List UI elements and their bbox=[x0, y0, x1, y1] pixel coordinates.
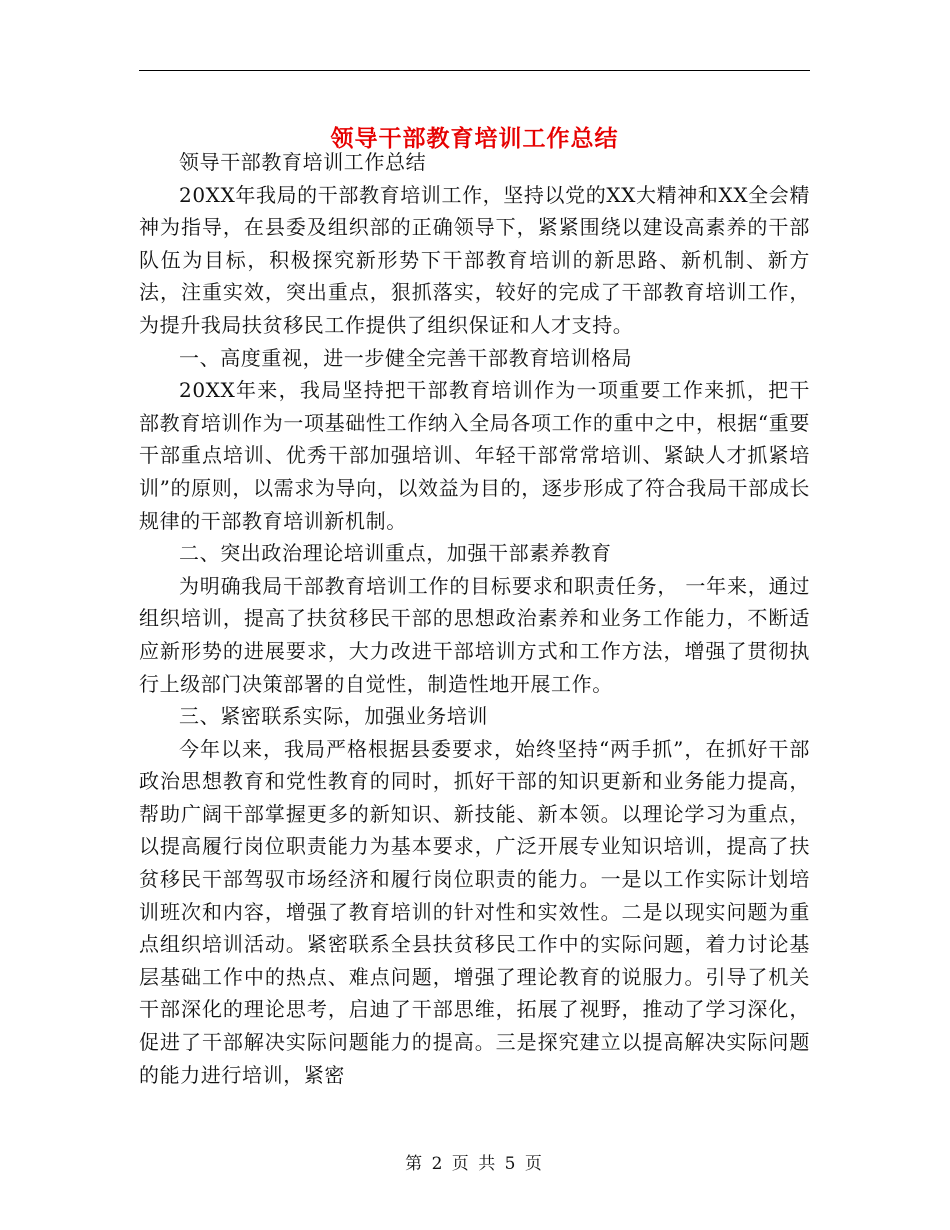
intro-paragraph: 20XX年我局的干部教育培训工作，坚持以党的XX大精神和XX全会精神为指导，在县委及组织部的正确领导下，紧紧围绕以建设高素养的干部队伍为目标，积极探究新形势下干部教育培训的新思路、新机制、新方法，注重实效，突出重点，狠抓落实，较好的完成了干部教育培训工作，为提升我局扶贫移民工作提供了组织保证和人才支持。 bbox=[139, 182, 810, 337]
header-rule bbox=[139, 70, 810, 71]
section-1-paragraph: 20XX年来，我局坚持把干部教育培训作为一项重要工作来抓，把干部教育培训作为一项基础性工作纳入全局各项工作的重中之中，根据“重要干部重点培训、优秀干部加强培训、年轻干部常常培训、紧缺人才抓紧培训”的原则，以需求为导向，以效益为目的，逐步形成了符合我局干部成长规律的干部教育培训新机制。 bbox=[139, 378, 810, 533]
section-heading-2: 二、突出政治理论培训重点，加强干部素养教育 bbox=[179, 541, 612, 566]
document-body bbox=[139, 146, 810, 1091]
section-heading-1: 一、高度重视，进一步健全完善干部教育培训格局 bbox=[179, 345, 633, 370]
section-2-paragraph: 为明确我局干部教育培训工作的目标要求和职责任务， 一年来，通过组织培训，提高了扶贫移民干部的思想政治素养和业务工作能力，不断适应新形势的进展要求，大力改进干部培训方式和工作方法，增强了贯彻执行上级部门决策部署的自觉性，制造性地开展工作。 bbox=[139, 573, 810, 696]
subtitle-paragraph: 领导干部教育培训工作总结 bbox=[179, 150, 427, 174]
page-number-footer: 第 2 页 共 5 页 bbox=[405, 1154, 544, 1174]
section-3-paragraph: 今年以来，我局严格根据县委要求，始终坚持“两手抓”，在抓好干部政治思想教育和党性教育的同时，抓好干部的知识更新和业务能力提高，帮助广阔干部掌握更多的新知识、新技能、新本领。以理论学习为重点，以提高履行岗位职责能力为基本要求，广泛开展专业知识培训，提高了扶贫移民干部驾驭市场经济和履行岗位职责的能力。一是以工作实际计划培训班次和内容，增强了教育培训的针对性和实效性。二是以现实问题为重点组织培训活动。紧密联系全县扶贫移民工作中的实际问题，着力讨论基层基础工作中的热点、难点问题，增强了理论教育的说服力。引导了机关干部深化的理论思考，启迪了干部思维，拓展了视野，推动了学习深化，促进了干部解决实际问题能力的提高。三是探究建立以提高解决实际问题的能力进行培训，紧密 bbox=[139, 736, 810, 1087]
section-heading-3: 三、紧密联系实际，加强业务培训 bbox=[179, 704, 488, 729]
document-title: 领导干部教育培训工作总结 bbox=[330, 125, 619, 153]
